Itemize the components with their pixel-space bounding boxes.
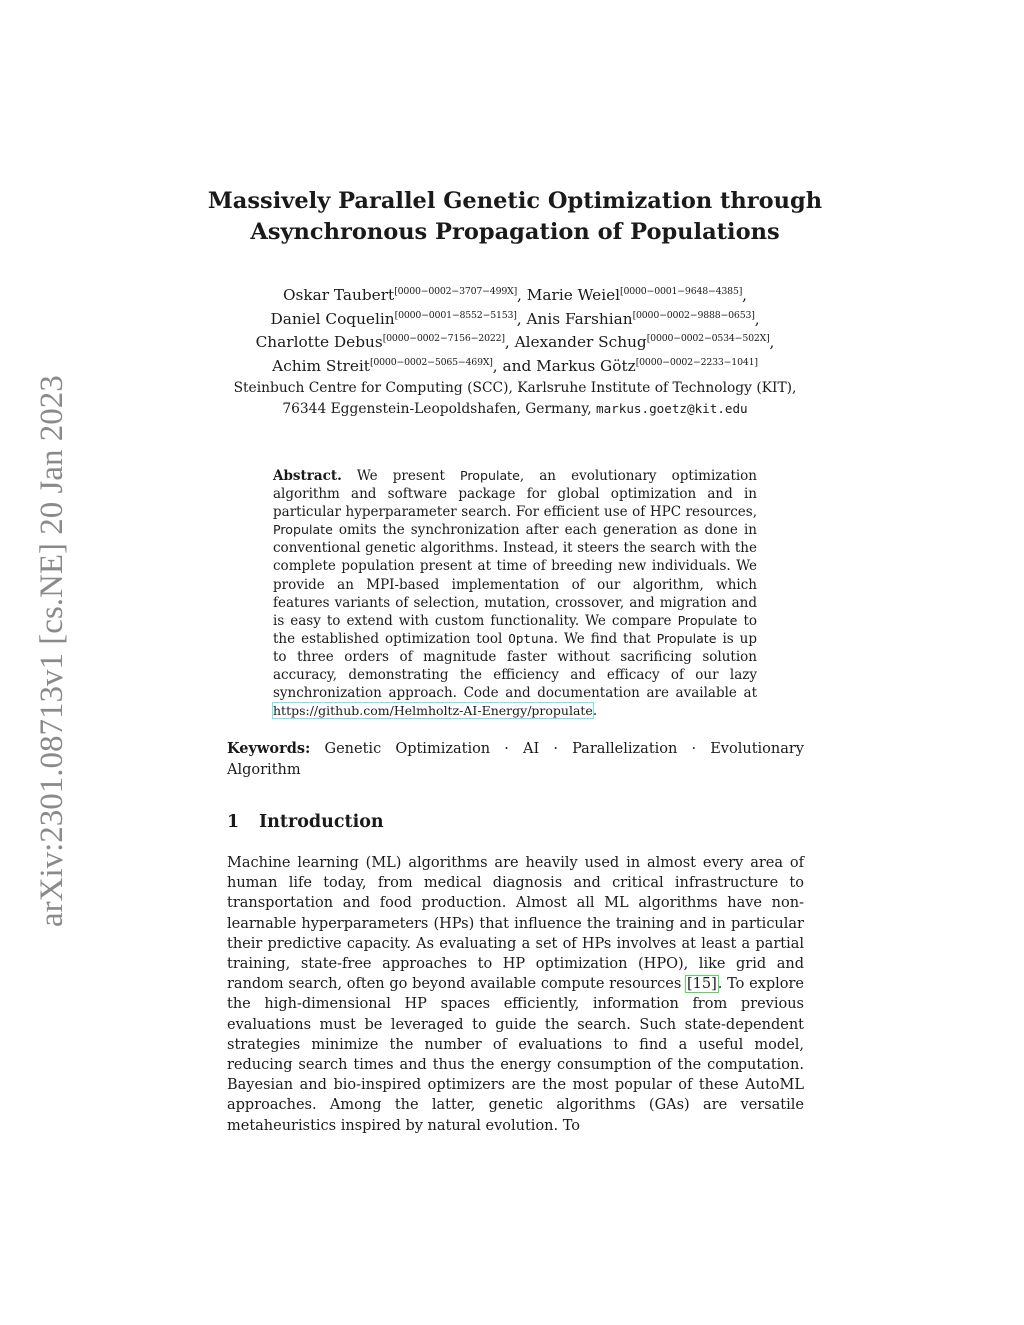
- author-separator: ,: [769, 333, 775, 351]
- software-name: Optuna: [508, 630, 554, 646]
- author-list: [200, 282, 830, 376]
- section-heading: [227, 809, 804, 835]
- orcid-id: [0000−0002−9888−0653]: [632, 309, 755, 321]
- abstract-label: Abstract.: [273, 468, 342, 484]
- abstract-text: omits the synchronization after each generation as done in conventional genetic algorithms. Instead, it steers the search with the complete population present at time of breeding new individuals. We provide an MPI-based implementation of our algorithm, which features variants of selection, mutation, crossover, and migration and is easy to extend with custom functionality. We compare: [273, 522, 757, 629]
- body-text: Machine learning (ML) algorithms are heavily used in almost every area of human life today, from medical diagnosis and critical infrastructure to transportation and food production. Almost all ML algorithms have non-learnable hyperparameters (HPs) that influence the training and in particular their predictive capacity. As evaluating a set of HPs involves at least a partial training, state-free approaches to HP optimization (HPO), like grid and random search, often go beyond available compute resources: [227, 855, 804, 993]
- email-address[interactable]: markus.goetz@kit.edu: [596, 400, 748, 416]
- orcid-id: [0000−0001−9648−4385]: [620, 286, 743, 297]
- author-separator: ,: [516, 309, 527, 328]
- abstract-text: is up to three orders of magnitude faster without sacrificing solution accuracy, demonstrating the efficiency and efficacy of our lazy synchronization approach. Code and documentation are available at: [273, 630, 757, 702]
- section-number: 1: [227, 812, 240, 832]
- author: Anis Farshian: [526, 309, 633, 328]
- keywords: [227, 739, 804, 780]
- affiliation-line-1: Steinbuch Centre for Computing (SCC), Karlsruhe Institute of Technology (KIT),: [233, 380, 797, 396]
- abstract-text: . We find that: [553, 630, 657, 647]
- citation-link[interactable]: [15]: [686, 976, 717, 993]
- author-separator: ,: [742, 286, 748, 304]
- abstract-text: to the established optimization tool: [273, 612, 757, 647]
- software-name: Propulate: [656, 630, 717, 646]
- section-title: Introduction: [259, 812, 384, 832]
- author: Markus Götz: [536, 356, 636, 375]
- affiliation-line-2: 76344 Eggenstein-Leopoldshafen, Germany,: [282, 400, 596, 417]
- title-line-1: Massively Parallel Genetic Optimization through: [207, 188, 823, 214]
- author-separator: , and: [492, 356, 537, 375]
- software-name: Propulate: [459, 468, 520, 483]
- author: Oskar Taubert: [282, 286, 395, 304]
- paper-title: [200, 186, 830, 248]
- intro-paragraph: [227, 853, 804, 1136]
- title-line-2: Asynchronous Propagation of Populations: [250, 219, 780, 245]
- arxiv-identifier: arXiv:2301.08713v1 [cs.NE] 20 Jan 2023: [34, 375, 70, 928]
- orcid-id: [0000−0001−8552−5153]: [394, 309, 517, 321]
- author-separator: ,: [517, 286, 527, 304]
- repository-link[interactable]: https://github.com/Helmholtz-AI-Energy/propulate: [273, 703, 593, 719]
- keywords-label: Keywords:: [227, 740, 311, 757]
- author: Charlotte Debus: [255, 333, 383, 351]
- author-separator: ,: [754, 309, 760, 328]
- abstract-text: , an evolutionary optimization algorithm and software package for global optimization and in particular hyperparameter search. For efficient use of HPC resources,: [273, 468, 758, 521]
- software-name: Propulate: [273, 522, 333, 538]
- author: Marie Weiel: [526, 286, 621, 304]
- author: Daniel Coquelin: [270, 309, 395, 328]
- author: Alexander Schug: [514, 333, 647, 351]
- abstract-text: We present: [341, 468, 460, 484]
- author: Achim Streit: [272, 356, 370, 375]
- abstract-text: .: [592, 703, 598, 720]
- affiliation: [200, 379, 830, 419]
- orcid-id: [0000−0002−2233−1041]: [635, 356, 758, 368]
- abstract: [273, 467, 757, 720]
- author-separator: ,: [504, 333, 515, 351]
- orcid-id: [0000−0002−7156−2022]: [382, 333, 505, 344]
- keywords-text: Genetic Optimization · AI · Parallelization · Evolutionary Algorithm: [227, 741, 804, 778]
- orcid-id: [0000−0002−5065−469X]: [369, 356, 493, 368]
- orcid-id: [0000−0002−0534−502X]: [646, 333, 770, 344]
- body-text: . To explore the high-dimensional HP spaces efficiently, information from previous evaluations must be leveraged to guide the search. Such state-dependent strategies minimize the number of evaluations to find a useful model, reducing search times and thus the energy consumption of the computation. Bayesian and bio-inspired optimizers are the most popular of these AutoML approaches. Among the latter, genetic algorithms (GAs) are versatile metaheuristics inspired by natural evolution. To: [227, 976, 804, 1134]
- orcid-id: [0000−0002−3707−499X]: [394, 286, 518, 297]
- software-name: Propulate: [677, 612, 738, 628]
